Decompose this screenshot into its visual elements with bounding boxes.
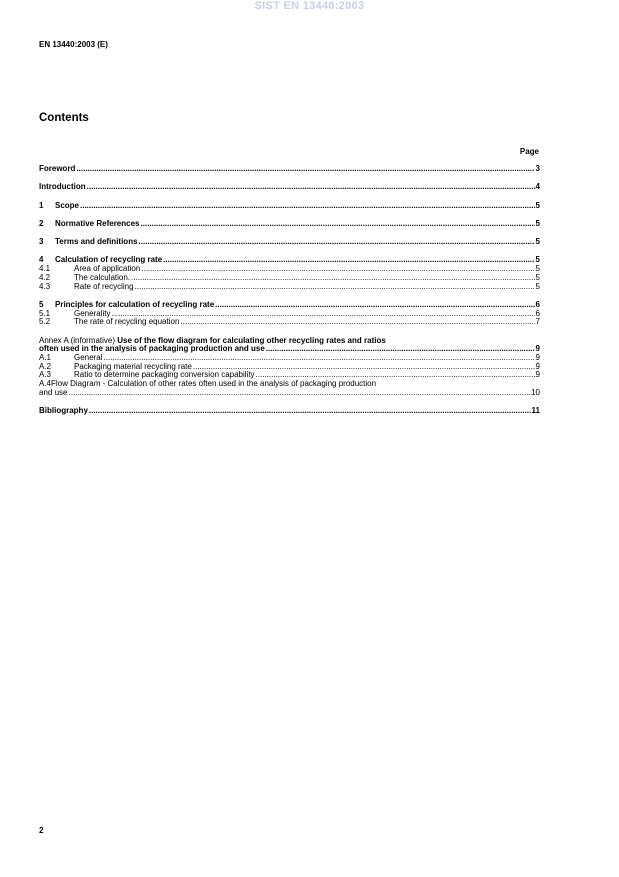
toc-entry-title: The rate of recycling equation — [74, 317, 180, 327]
toc-entry-title: Foreword — [39, 164, 76, 173]
toc-entry-page: 5 — [535, 200, 540, 210]
toc-entry-page: 5 — [535, 264, 540, 274]
toc-entry-title: Calculation of recycling rate — [55, 255, 163, 265]
contents-title: Contents — [39, 112, 89, 124]
annex-a-title: Use of the flow diagram for calculating other recycling rates and ratios — [117, 335, 386, 345]
toc-entry-number: 3 — [39, 237, 44, 247]
toc-subentry-rate-of-recycling[interactable] — [39, 283, 540, 292]
toc-subentry-a4[interactable] — [39, 380, 540, 397]
toc-entry-page: 7 — [535, 317, 540, 327]
toc-entry-page: 11 — [531, 406, 540, 416]
toc-entry-title: General — [74, 353, 103, 362]
toc-entry-page: 9 — [535, 361, 540, 371]
toc-entry-title: Packaging material recycling rate — [74, 361, 192, 371]
watermark: SIST EN 13440:2003 — [254, 0, 365, 12]
toc-entry-page: 6 — [535, 308, 540, 318]
toc-entry-scope[interactable] — [39, 202, 540, 211]
toc-entry-page: 6 — [535, 299, 540, 309]
toc-entry-title: Generality — [74, 308, 111, 318]
toc-entry-number: A.4 — [39, 379, 52, 389]
toc-entry-page: 3 — [535, 164, 540, 173]
toc-entry-bibliography[interactable] — [39, 407, 540, 416]
toc-subentry-a4-line2 — [39, 389, 540, 398]
toc-entry-title: Normative References — [55, 218, 140, 228]
toc-entry-page: 9 — [535, 344, 540, 354]
toc-entry-annex-a[interactable] — [39, 337, 540, 354]
toc-entry-page: 9 — [535, 353, 540, 362]
page-number: 2 — [39, 826, 44, 835]
toc-entry-number: 5 — [39, 299, 44, 309]
toc-entry-title-continued: and use — [39, 387, 68, 397]
toc-entry-title: Ratio to determine packaging conversion capability — [74, 370, 255, 380]
toc-entry-title: Bibliography — [39, 406, 88, 416]
toc-entry-page: 4 — [535, 182, 540, 192]
toc-entry-number: 2 — [39, 218, 44, 228]
toc-entry-principles[interactable] — [39, 301, 540, 310]
toc-entry-title: Introduction — [39, 182, 86, 192]
toc-entry-title: Area of application — [74, 264, 141, 274]
toc-entry-title: Flow Diagram - Calculation of other rates often used in the analysis of packaging production — [51, 379, 377, 389]
toc-entry-number: 1 — [39, 200, 44, 210]
toc-entry-number: 4.2 — [39, 272, 51, 282]
toc-entry-page: 5 — [535, 272, 540, 282]
toc-entry-title: Principles for calculation of recycling rate — [55, 299, 215, 309]
toc-entry-page: 5 — [535, 255, 540, 265]
document-id: EN 13440:2003 (E) — [39, 40, 108, 49]
toc-entry-number: 4.1 — [39, 264, 51, 274]
toc-entry-title: Terms and definitions — [55, 237, 138, 247]
toc-entry-number: 4.3 — [39, 281, 51, 291]
toc-entry-number: A.1 — [39, 353, 52, 362]
toc-entry-number: 5.1 — [39, 308, 51, 318]
annex-a-label: Annex A (informative) — [39, 335, 116, 345]
annex-a-title-line2: often used in the analysis of packaging production and use — [39, 344, 265, 354]
toc-entry-normative-references[interactable] — [39, 220, 540, 229]
toc-entry-number: 5.2 — [39, 317, 51, 327]
toc-entry-page: 5 — [535, 218, 540, 228]
toc-entry-page: 5 — [535, 237, 540, 247]
page-column-label: Page — [519, 147, 539, 156]
toc-entry-number: 4 — [39, 255, 44, 265]
toc-entry-title: Rate of recycling — [74, 281, 134, 291]
toc-subentry-a4-line1 — [39, 380, 540, 389]
toc-entry-terms-and-definitions[interactable] — [39, 238, 540, 247]
toc-entry-page: 10 — [531, 387, 540, 397]
toc-entry-number: A.2 — [39, 361, 52, 371]
toc-subentry-rate-of-recycling-equation[interactable] — [39, 318, 540, 327]
toc-entry-title: The calculation. — [74, 272, 131, 282]
toc-entry-page: 9 — [535, 370, 540, 380]
table-of-contents — [39, 165, 540, 416]
toc-entry-number: A.3 — [39, 370, 52, 380]
annex-a-title-continued — [39, 345, 540, 354]
toc-entry-foreword[interactable] — [39, 165, 540, 174]
toc-entry-title: Scope — [55, 200, 80, 210]
toc-entry-introduction[interactable] — [39, 183, 540, 192]
toc-entry-page: 5 — [535, 281, 540, 291]
